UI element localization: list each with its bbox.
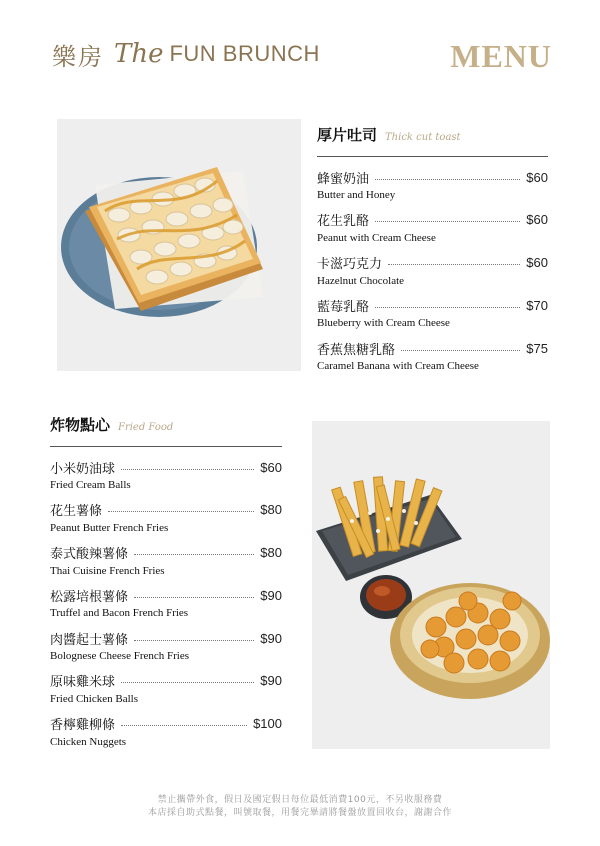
item-english-name: Blueberry with Cream Cheese (317, 317, 450, 330)
menu-item (50, 543, 282, 586)
item-english-name: Caramel Banana with Cream Cheese (317, 360, 479, 373)
fried-food-illustration (312, 421, 550, 749)
item-name: 香檸雞柳條 (50, 718, 116, 734)
item-price: $90 (260, 587, 282, 603)
menu-item (50, 500, 282, 543)
item-price: $100 (253, 716, 282, 732)
item-english-name: Chicken Nuggets (50, 735, 127, 748)
item-name: 泰式酸辣薯條 (50, 547, 129, 563)
item-price: $60 (526, 212, 548, 228)
section-divider (50, 446, 282, 447)
brand-name: FUN BRUNCH (169, 41, 320, 66)
item-price: $60 (260, 459, 282, 475)
menu-item (50, 714, 282, 757)
item-price: $90 (260, 630, 282, 646)
menu-item (50, 585, 282, 628)
item-english-name: Hazelnut Chocolate (317, 274, 405, 287)
menu-item (317, 253, 548, 296)
menu-title: MENU (450, 38, 552, 74)
dot-leader (401, 350, 520, 351)
item-name: 卡滋巧克力 (317, 257, 383, 273)
item-name: 花生薯條 (50, 504, 103, 520)
item-name: 小米奶油球 (50, 461, 116, 477)
menu-item (50, 457, 282, 500)
dot-leader (134, 597, 254, 598)
item-name: 肉醬起士薯條 (50, 632, 129, 648)
dot-leader (375, 221, 520, 222)
item-price: $90 (260, 673, 282, 689)
item-price: $80 (260, 545, 282, 561)
fried-section-subtitle: Fried Food (118, 422, 174, 433)
dot-leader (375, 307, 520, 308)
brand-chinese-name: 樂房 (52, 42, 104, 71)
fried-section-header (50, 414, 282, 442)
item-english-name: Bolognese Cheese French Fries (50, 650, 189, 663)
menu-item (317, 338, 548, 381)
toast-section-header (317, 124, 548, 152)
menu-item (50, 628, 282, 671)
item-english-name: Peanut Butter French Fries (50, 521, 169, 534)
item-name: 香蕉焦糖乳酪 (317, 342, 396, 358)
item-price: $80 (260, 502, 282, 518)
item-name: 原味雞米球 (50, 675, 116, 691)
dot-leader (134, 640, 254, 641)
item-name: 藍莓乳酪 (317, 299, 370, 315)
item-price: $60 (526, 255, 548, 271)
dot-leader (121, 469, 254, 470)
menu-item (317, 295, 548, 338)
footer-policy-note: 禁止攜帶外食，假日及國定假日每位最低消費100元，不另收服務費 (157, 795, 443, 805)
dot-leader (388, 264, 520, 265)
menu-item (317, 210, 548, 253)
toast-illustration (57, 119, 301, 371)
item-english-name: Butter and Honey (317, 189, 396, 201)
dot-leader (121, 682, 254, 683)
fried-food-section (50, 414, 282, 757)
item-english-name: Fried Chicken Balls (50, 692, 138, 705)
item-english-name: Thai Cuisine French Fries (50, 564, 165, 577)
item-english-name: Fried Cream Balls (50, 479, 131, 491)
fried-food-image (312, 421, 550, 749)
item-english-name: Truffel and Bacon French Fries (50, 607, 189, 620)
toast-section (317, 124, 548, 381)
section-divider (317, 156, 548, 157)
item-price: $70 (526, 297, 548, 313)
toast-image (57, 119, 301, 371)
dot-leader (134, 554, 254, 555)
item-price: $60 (526, 169, 548, 185)
menu-item (317, 167, 548, 210)
item-english-name: Peanut with Cream Cheese (317, 231, 436, 244)
fried-section-title: 炸物點心 (50, 416, 111, 434)
item-name: 蜂蜜奶油 (317, 171, 370, 187)
footer-ordering-note: 本店採自助式點餐，叫號取餐，用餐完畢請將餐盤放置回收台，謝謝合作 (147, 808, 452, 818)
dot-leader (108, 511, 254, 512)
dot-leader (121, 725, 247, 726)
brand-the-script: The (114, 39, 164, 69)
dot-leader (375, 179, 520, 180)
item-name: 花生乳酪 (317, 214, 370, 230)
item-name: 松露培根薯條 (50, 589, 129, 605)
item-price: $75 (526, 340, 548, 356)
brand-logo (52, 36, 320, 72)
menu-item (50, 671, 282, 714)
toast-section-subtitle: Thick cut toast (385, 132, 461, 143)
toast-section-title: 厚片吐司 (317, 126, 378, 144)
